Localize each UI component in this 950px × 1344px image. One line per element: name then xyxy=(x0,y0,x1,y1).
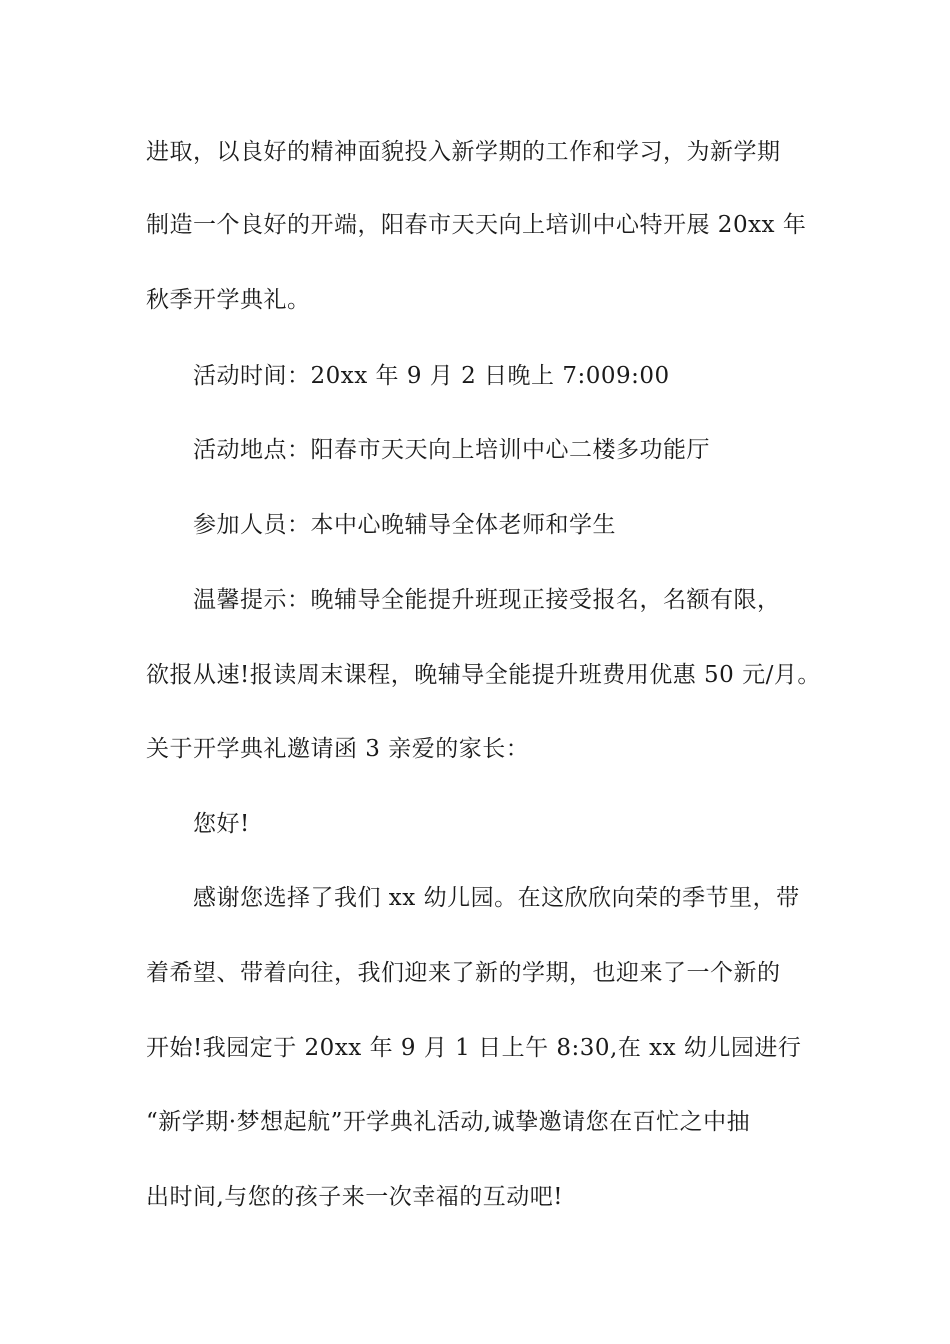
paragraph-line: 制造一个良好的开端，阳春市天天向上培训中心特开展 20xx 年 xyxy=(146,212,807,238)
paragraph-line: 秋季开学典礼。 xyxy=(146,287,311,313)
paragraph-line: 出时间,与您的孩子来一次幸福的互动吧! xyxy=(146,1184,564,1210)
participants-line: 参加人员：本中心晚辅导全体老师和学生 xyxy=(193,512,616,538)
paragraph-line: 感谢您选择了我们 xx 幼儿园。在这欣欣向荣的季节里，带 xyxy=(193,885,800,911)
paragraph-line: 着希望、带着向往，我们迎来了新的学期，也迎来了一个新的 xyxy=(146,960,781,986)
paragraph-line: 欲报从速!报读周末课程，晚辅导全能提升班费用优惠 50 元/月。 xyxy=(146,662,821,688)
activity-location-line: 活动地点：阳春市天天向上培训中心二楼多功能厅 xyxy=(193,437,710,463)
greeting-line: 您好! xyxy=(193,811,250,837)
paragraph-line: 进取，以良好的精神面貌投入新学期的工作和学习，为新学期 xyxy=(146,139,781,165)
paragraph-line: 开始!我园定于 20xx 年 9 月 1 日上午 8:30,在 xx 幼儿园进行 xyxy=(146,1035,802,1061)
activity-time-line: 活动时间：20xx 年 9 月 2 日晚上 7:009:00 xyxy=(193,363,670,389)
section-heading-line: 关于开学典礼邀请函 3 亲爱的家长： xyxy=(146,736,530,762)
paragraph-line: “新学期·梦想起航”开学典礼活动,诚挚邀请您在百忙之中抽 xyxy=(146,1109,751,1135)
reminder-line: 温馨提示：晚辅导全能提升班现正接受报名，名额有限， xyxy=(193,587,781,613)
